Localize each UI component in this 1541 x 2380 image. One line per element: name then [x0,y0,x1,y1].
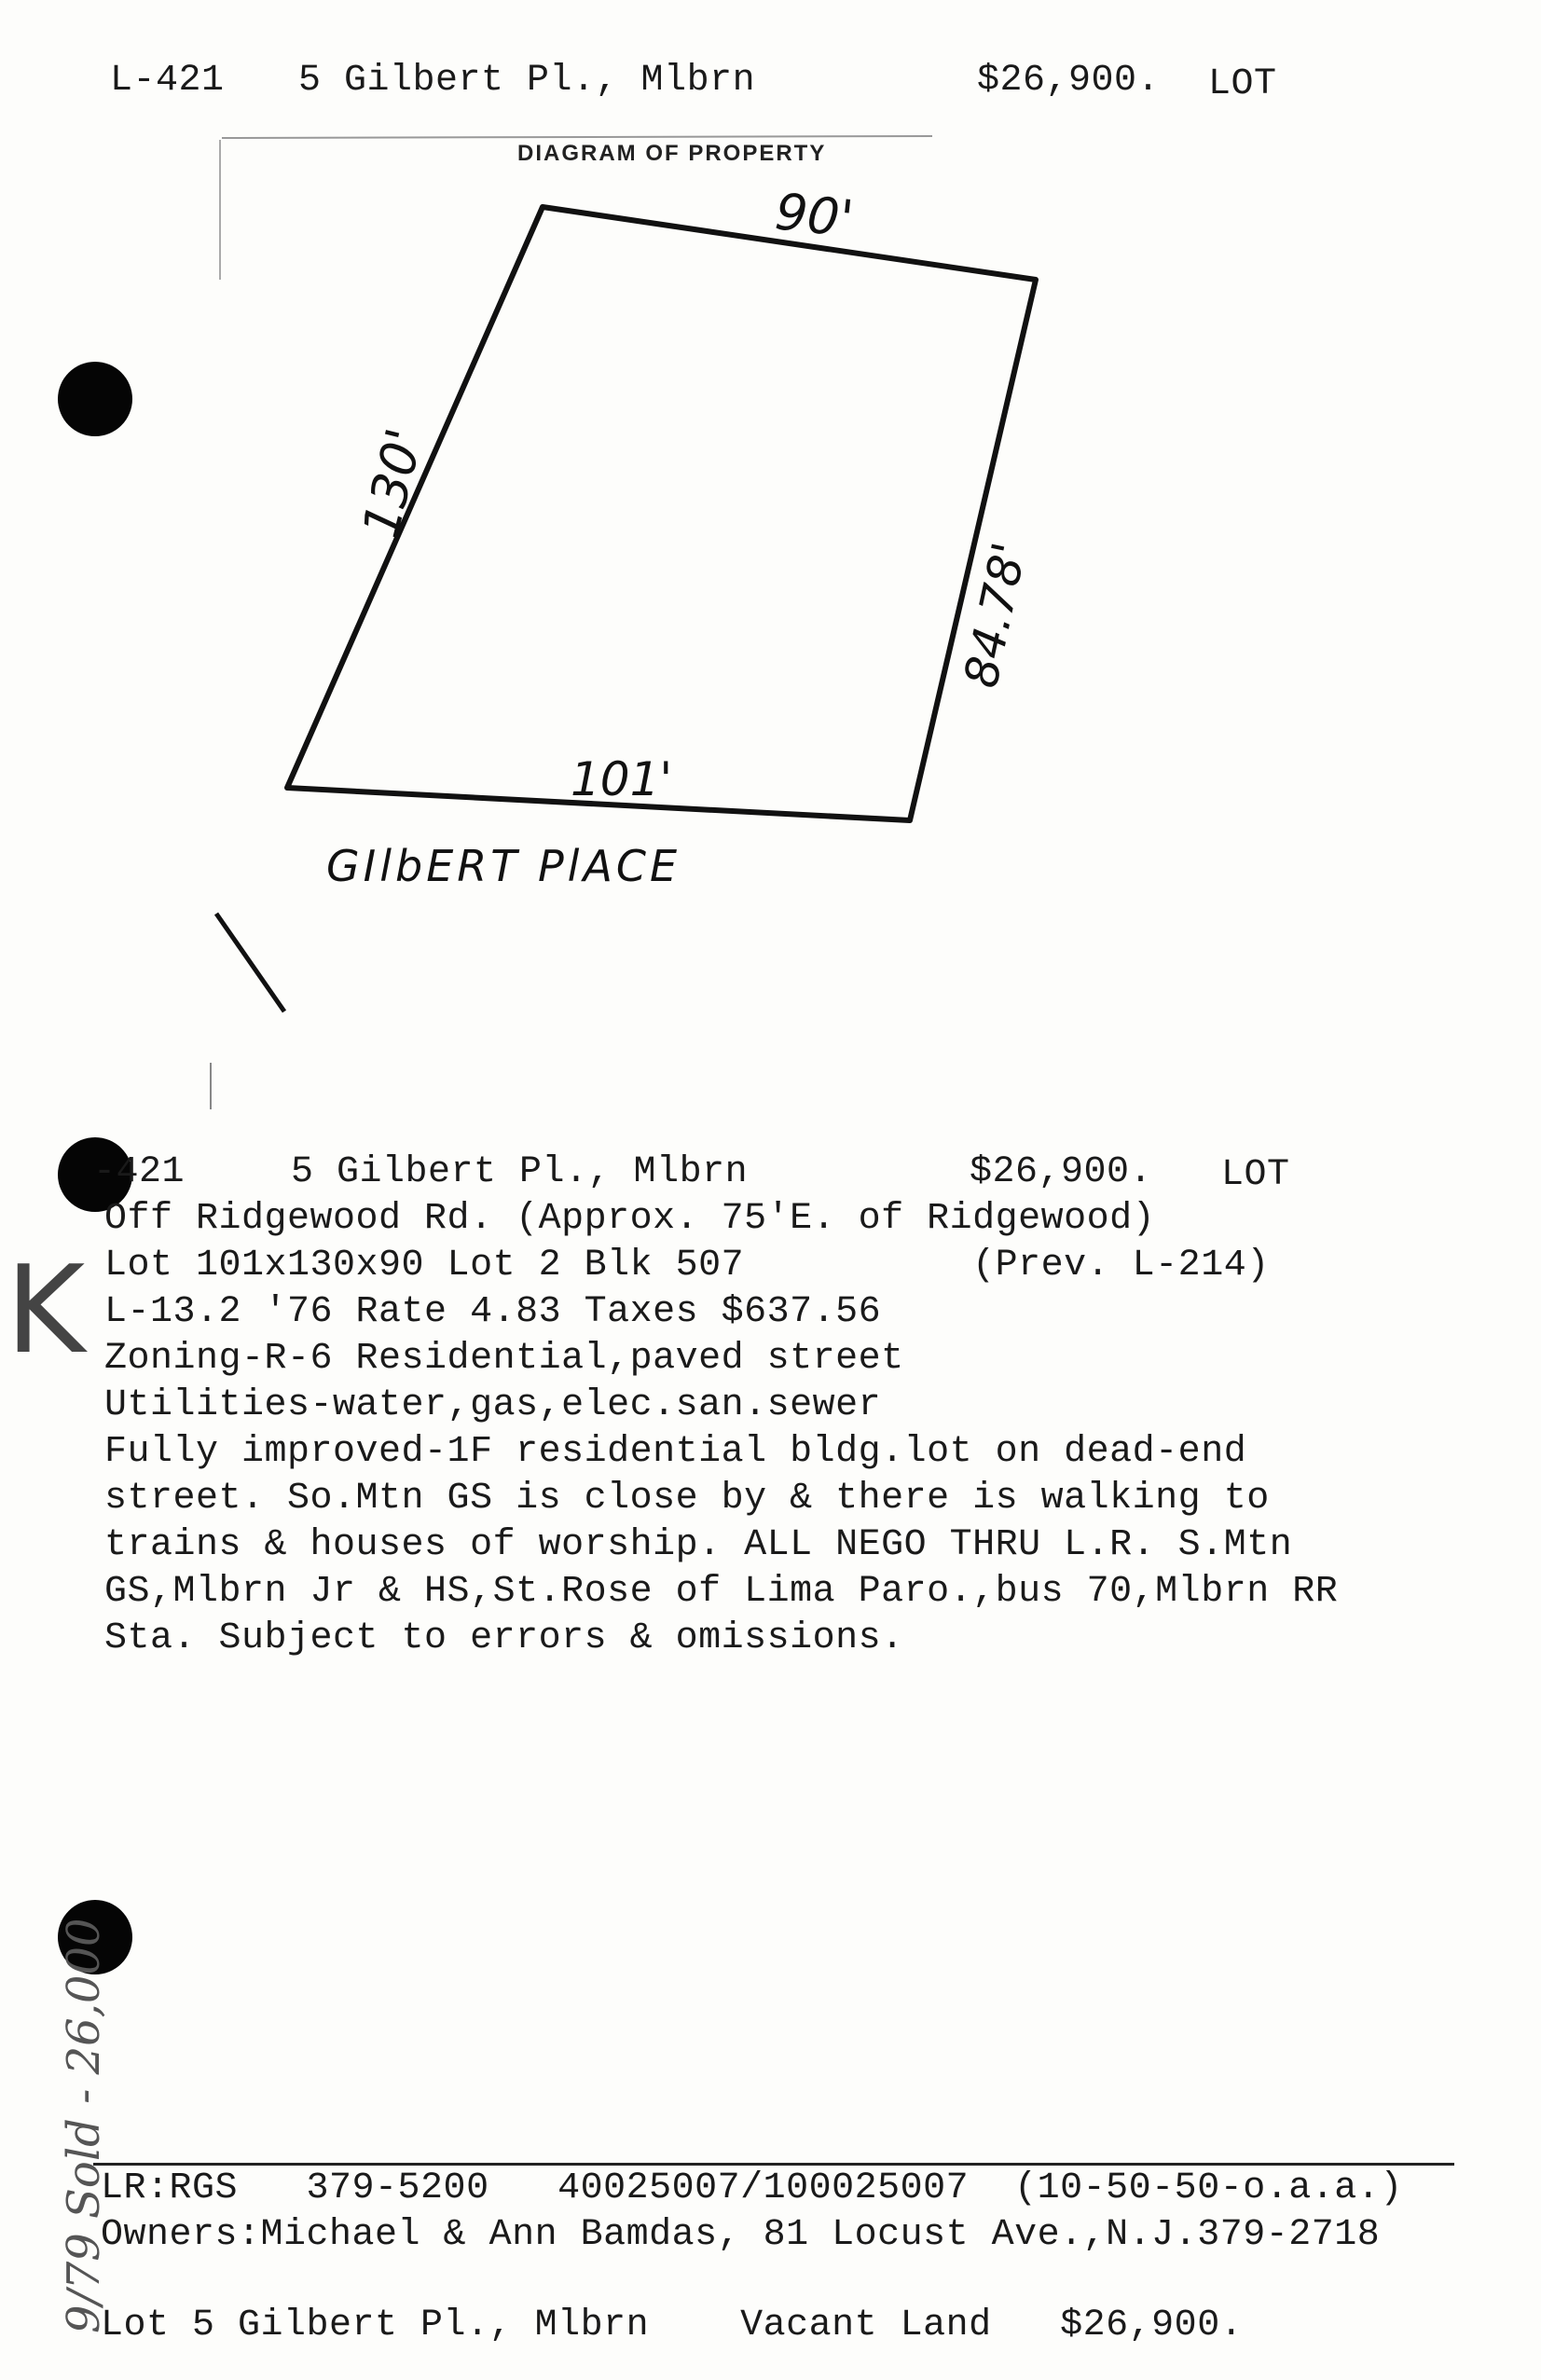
street-label: GIlbERT PlACE [326,841,681,891]
footer-summary-line: Lot 5 Gilbert Pl., Mlbrn Vacant Land $26,900. [101,2304,1244,2346]
dim-right-label: 84.78' [954,537,1038,693]
dim-top-label: 90' [772,182,857,249]
listing-type: LOT [1221,1154,1290,1196]
listing-line: Fully improved-1F residential bldg.lot on dead-end [104,1431,1247,1473]
listing-line: street. So.Mtn GS is close by & there is walking to [104,1478,1270,1520]
paste-up-border-top [222,136,932,138]
listing-line: Utilities-water,gas,elec.san.sewer [104,1384,882,1426]
sold-note: 9/79 Sold - 26,000 [58,1918,110,2333]
listing-line: L-13.2 '76 Rate 4.83 Taxes $637.56 [104,1291,882,1333]
header-price: $26,900. [977,60,1161,102]
listing-id-fragment: -421 [93,1151,186,1193]
footer-broker-line: LR:RGS 379-5200 40025007/100025007 (10-50-50-o.a.a.) [101,2167,1403,2209]
stray-mark [216,914,284,1011]
listing-line: Sta. Subject to errors & omissions. [104,1617,904,1659]
listing-address: 5 Gilbert Pl., Mlbrn [291,1151,749,1193]
dim-bottom-label: 101' [571,752,673,806]
listing-line: trains & houses of worship. ALL NEGO THRU L.R. S.Mtn [104,1524,1293,1566]
dim-left-label: 130' [351,422,435,544]
property-diagram [0,0,1541,1165]
header-listing-id: L-421 [110,60,225,102]
footer-owners-line: Owners:Michael & Ann Bamdas, 81 Locust Ave.,N.J.379-2718 [101,2214,1381,2256]
listing-line: GS,Mlbrn Jr & HS,St.Rose of Lima Paro.,bus 70,Mlbrn RR [104,1571,1339,1613]
margin-letter: K [6,1239,86,1381]
punch-hole-top [58,362,132,436]
listing-line: Lot 101x130x90 Lot 2 Blk 507 (Prev. L-214) [104,1245,1270,1286]
listing-line: Zoning-R-6 Residential,paved street [104,1338,904,1380]
diagram-title: DIAGRAM OF PROPERTY [517,141,827,166]
listing-line: Off Ridgewood Rd. (Approx. 75'E. of Ridgewood) [104,1198,1156,1240]
listing-price: $26,900. [970,1151,1153,1193]
header-address: 5 Gilbert Pl., Mlbrn [298,60,756,102]
header-type: LOT [1208,63,1277,105]
